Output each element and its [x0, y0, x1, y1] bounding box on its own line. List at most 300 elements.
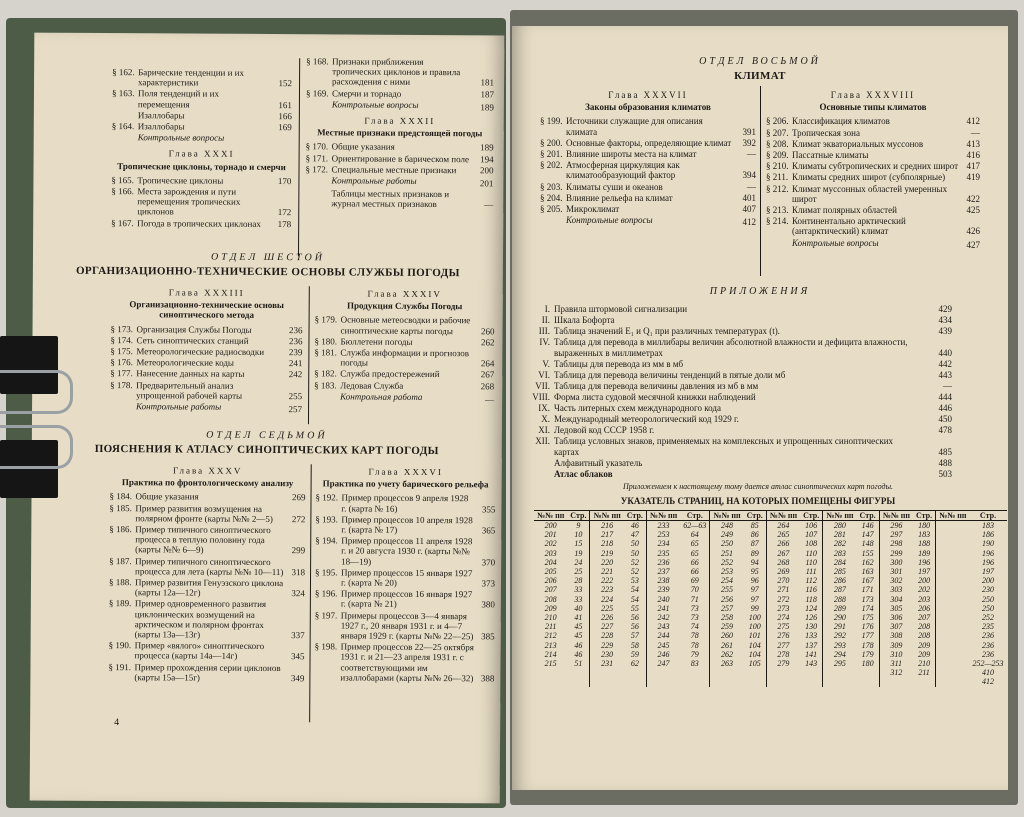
- appendix-page: 450: [938, 414, 952, 424]
- toc-entry[interactable]: [306, 88, 494, 99]
- figure-number: [823, 677, 857, 686]
- entry-page: 152: [278, 78, 293, 89]
- toc-entry[interactable]: [111, 324, 303, 335]
- section-title: Пример «вялого» синоптического процесса (карты 14а—14г): [134, 640, 265, 662]
- section-title: Основные факторы, определяющие климат: [566, 137, 732, 148]
- figure-page: 162: [861, 557, 874, 567]
- figure-number: 281: [823, 530, 857, 539]
- section-title: Специальные местные признаки: [331, 164, 457, 175]
- figure-page: [913, 677, 936, 686]
- figure-number: 241: [646, 604, 680, 613]
- figure-page: 206: [918, 603, 931, 613]
- toc-entry[interactable]: [306, 56, 494, 88]
- section-title: Влияние рельефа на климат: [566, 192, 673, 203]
- figure-page: 86: [750, 530, 759, 540]
- figure-number: 277: [766, 641, 800, 650]
- right-page: [512, 26, 1008, 790]
- figure-page: 196: [982, 548, 994, 558]
- figure-page: 41: [574, 613, 583, 623]
- toc-entry[interactable]: [109, 556, 305, 578]
- figure-page: 33: [574, 585, 583, 595]
- appendix-entry[interactable]: [512, 458, 952, 469]
- toc-entry[interactable]: [315, 610, 495, 642]
- table-row: [534, 567, 1007, 576]
- section-title: Климат экваториальных муссонов: [792, 138, 924, 149]
- figure-number: 200: [544, 521, 557, 530]
- figure-number: 235: [646, 549, 680, 558]
- toc-entry[interactable]: [108, 662, 304, 684]
- figure-page: 54: [630, 594, 639, 604]
- figure-page: 197: [918, 567, 931, 577]
- review-questions-entry: [305, 175, 493, 188]
- figure-number: 261: [710, 641, 744, 650]
- toc-entry[interactable]: [540, 149, 756, 159]
- entry-page: 166: [278, 110, 292, 121]
- section-number: § 167.: [111, 217, 134, 228]
- figure-page: 203: [918, 594, 931, 604]
- toc-entry[interactable]: [305, 164, 493, 175]
- figure-number: 270: [766, 576, 800, 585]
- section-title: Поля тенденций и их перемещения: [137, 88, 219, 110]
- entry-page: 355: [481, 503, 496, 515]
- figure-page: 183: [982, 521, 994, 530]
- toc-entry[interactable]: [109, 640, 305, 662]
- section-title: Пример процессов 16 января 1927 г. (карта № 21): [340, 588, 473, 610]
- figure-number: 244: [646, 631, 680, 640]
- section-number: § 192.: [315, 492, 339, 503]
- figure-page: 188: [918, 539, 931, 549]
- section-title: Климаты субтропических и средних широт: [792, 161, 959, 172]
- appendix-number: II.: [541, 315, 550, 325]
- table-row: [534, 558, 1007, 567]
- toc-entry[interactable]: [315, 567, 495, 589]
- column-header-page: Стр.: [624, 511, 647, 521]
- section-title: Барические тенденции и их характеристики: [138, 67, 245, 88]
- toc-entry[interactable]: [766, 116, 980, 126]
- toc-column: [314, 462, 495, 684]
- figure-number: 222: [590, 576, 624, 585]
- appendix-title: Таблица значений E₁ и Q₁ при различных температурах (t).: [554, 326, 780, 336]
- figure-page: 46: [574, 649, 583, 659]
- toc-entry[interactable]: [306, 142, 494, 153]
- figure-page: [624, 668, 647, 677]
- entry-page: 189: [480, 102, 494, 113]
- appendix-entry[interactable]: [512, 414, 952, 425]
- toc-entry[interactable]: [110, 368, 302, 379]
- figure-number: 213: [544, 640, 557, 650]
- chapter-label: Глава XXXVII: [608, 90, 688, 100]
- toc-entry[interactable]: [315, 493, 495, 515]
- figure-number: 215: [544, 659, 557, 669]
- toc-entry[interactable]: [109, 598, 305, 640]
- appendix-entry[interactable]: [512, 304, 952, 315]
- appendix-entry[interactable]: [512, 326, 952, 337]
- appendix-number: IX.: [538, 403, 550, 413]
- figure-number: 251: [710, 549, 744, 558]
- figure-page: 66: [690, 557, 699, 567]
- figure-page: 155: [861, 548, 874, 558]
- figure-page: 65: [690, 539, 699, 549]
- section-title: Сеть синоптических станций: [136, 335, 249, 346]
- toc-entry[interactable]: [110, 357, 302, 368]
- section-number: § 201.: [540, 149, 563, 160]
- appendix-title: Таблица для перевода величины тенденций в пятые доли мб: [554, 370, 786, 380]
- toc-entry[interactable]: [540, 160, 756, 180]
- figure-page: 180: [918, 521, 931, 530]
- toc-entry[interactable]: [111, 186, 291, 218]
- entry-page: 255: [288, 390, 303, 402]
- column-header-page: Стр.: [969, 511, 1006, 521]
- figure-number: 299: [879, 549, 913, 558]
- figure-page: 202: [918, 585, 931, 595]
- toc-entry[interactable]: [305, 188, 493, 210]
- section-title: Микроклимат: [566, 204, 620, 215]
- appendix-page: 439: [938, 326, 952, 336]
- review-label: Контрольные вопросы: [792, 237, 879, 248]
- entry-page: 242: [288, 369, 303, 380]
- figure-number: [936, 549, 970, 558]
- toc-column: [766, 86, 980, 251]
- figure-page: 94: [750, 557, 759, 567]
- toc-entry[interactable]: [766, 150, 980, 160]
- figure-number: 312: [879, 668, 913, 677]
- toc-entry[interactable]: [766, 184, 980, 204]
- figure-number: 292: [823, 631, 857, 640]
- chapter-label: Глава XXXIV: [367, 288, 442, 300]
- figure-page: 97: [750, 585, 759, 595]
- appendix-page: 488: [938, 458, 952, 468]
- appendix-page: 503: [938, 469, 952, 479]
- entry-page: 427: [966, 239, 980, 250]
- section-number: § 180.: [314, 336, 338, 347]
- section-title: Тропическая зона: [792, 127, 860, 138]
- figure-number: 283: [823, 549, 857, 558]
- section-number: § 182.: [314, 368, 337, 379]
- appendix-number: IV.: [539, 337, 550, 347]
- section-number: § 166.: [111, 186, 134, 197]
- figure-number: 201: [544, 530, 557, 540]
- figure-number: 302: [879, 576, 913, 585]
- appendix-page: 434: [938, 315, 952, 325]
- section-number: § 206.: [766, 116, 789, 127]
- toc-entry[interactable]: [314, 369, 494, 380]
- entry-page: 200: [479, 165, 494, 176]
- figure-page: 148: [861, 539, 874, 549]
- figure-number: 237: [646, 567, 680, 576]
- figure-number: [646, 677, 680, 686]
- figure-number: [936, 622, 970, 631]
- section-number: § 162.: [112, 67, 135, 78]
- section-number: § 205.: [540, 204, 563, 215]
- toc-entry[interactable]: [766, 161, 980, 171]
- figure-page: 79: [690, 649, 699, 659]
- figure-page: 56: [630, 622, 639, 632]
- figure-number: 306: [879, 613, 913, 622]
- figure-number: [936, 604, 970, 613]
- table-row: [534, 530, 1007, 539]
- section-title: Пример типичного синоптического процесса для лета (карты №№ 10—11): [135, 555, 284, 577]
- figure-number: 206: [544, 576, 557, 586]
- section-title: ОРГАНИЗАЦИОННО-ТЕХНИЧЕСКИЕ ОСНОВЫ СЛУЖБЫ ПОГОДЫ: [75, 264, 460, 280]
- entry-page: 394: [742, 170, 756, 181]
- table-row: [534, 576, 1007, 585]
- figure-page: 174: [861, 603, 874, 613]
- figure-page: 45: [574, 631, 583, 641]
- figure-number: 242: [646, 613, 680, 622]
- section-label: ОТДЕЛ ВОСЬМОЙ: [699, 56, 821, 67]
- entry-page: 385: [481, 631, 495, 642]
- entry-page: 239: [288, 347, 303, 358]
- appendix-entry[interactable]: [512, 337, 952, 359]
- section-title: Организация Службы Погоды: [136, 323, 252, 335]
- toc-entry[interactable]: [109, 491, 305, 502]
- entry-page: 407: [742, 204, 756, 215]
- column-header-page: Стр.: [567, 511, 590, 521]
- toc-entry[interactable]: [306, 153, 494, 164]
- figure-number: 205: [544, 567, 557, 577]
- section-number: § 214.: [766, 216, 789, 227]
- appendix-entry[interactable]: [512, 425, 952, 436]
- figure-page: [680, 668, 710, 677]
- entry-page: 201: [479, 178, 494, 189]
- figure-number: 236: [646, 558, 680, 567]
- figure-number: 304: [879, 595, 913, 604]
- section-title: Пример развития возмущения на полярном фронте (карты №№ 2—5): [135, 502, 273, 524]
- toc-entry[interactable]: [109, 577, 305, 599]
- toc-entry[interactable]: [766, 139, 980, 149]
- figure-number: 223: [590, 585, 624, 594]
- appendix-page: 442: [938, 359, 952, 369]
- entry-page: 318: [291, 566, 306, 578]
- figure-page: 47: [630, 530, 639, 540]
- chapter-title: Местные признаки предстоящей погоды: [317, 127, 483, 139]
- toc-entry[interactable]: [111, 175, 291, 186]
- section-title: Классификация климатов: [792, 116, 890, 127]
- appendix-entry[interactable]: [512, 392, 952, 403]
- entry-page: 412: [966, 116, 980, 127]
- toc-entry[interactable]: [540, 204, 756, 214]
- figure-page: 177: [861, 631, 874, 641]
- column-divider: [760, 86, 761, 276]
- appendix-number: [512, 469, 554, 480]
- figure-number: 276: [766, 631, 800, 640]
- toc-entry[interactable]: [315, 589, 495, 611]
- toc-entry[interactable]: [540, 182, 756, 192]
- figure-page: 64: [690, 530, 699, 540]
- figure-number: 274: [766, 613, 800, 622]
- section-number: § 193.: [315, 514, 338, 525]
- figure-page: 52: [630, 567, 639, 577]
- toc-entry[interactable]: [766, 216, 980, 236]
- table-row: [534, 677, 1007, 686]
- table-row: [534, 521, 1007, 531]
- toc-column: [111, 67, 292, 230]
- review-questions-entry: [314, 391, 494, 404]
- figure-page: 209: [918, 640, 931, 650]
- section-number: § 212.: [766, 183, 789, 194]
- entry-page: 299: [291, 545, 306, 556]
- entry-page: 268: [480, 380, 495, 392]
- figure-number: 278: [766, 650, 800, 659]
- toc-entry[interactable]: [315, 536, 495, 568]
- figure-number: [710, 677, 744, 686]
- figure-number: 245: [646, 641, 680, 650]
- toc-entry[interactable]: [112, 88, 292, 110]
- appendix-number: VII.: [535, 381, 550, 391]
- figure-page: 118: [805, 594, 817, 604]
- figure-number: 273: [766, 604, 800, 613]
- section-number: § 204.: [540, 192, 563, 203]
- entry-page: 413: [966, 138, 980, 149]
- figure-number: 293: [823, 641, 857, 650]
- toc-entry[interactable]: [314, 347, 494, 369]
- toc-entry[interactable]: [314, 336, 494, 347]
- figure-number: [936, 558, 970, 567]
- section-title: Пример типичного синоптического процесса в теплую половину года (карты №№ 6—9): [135, 524, 271, 556]
- figure-page: 62: [630, 659, 639, 669]
- figure-page: 110: [805, 548, 817, 558]
- section-title: Общие указания: [331, 141, 395, 153]
- section-number: § 168.: [306, 56, 329, 67]
- toc-entry[interactable]: [540, 193, 756, 203]
- toc-entry[interactable]: [110, 335, 302, 346]
- entry-page: 272: [291, 513, 306, 525]
- figure-number: [936, 641, 970, 650]
- appendix-number: III.: [538, 326, 550, 336]
- section-title: Основные метеосводки и рабочие синоптические карты погоды: [340, 314, 471, 336]
- toc-entry[interactable]: [110, 346, 302, 357]
- figure-number: 220: [590, 558, 624, 567]
- column-header-number: №№ пп: [823, 511, 857, 521]
- figure-number: [936, 677, 970, 686]
- appendix-note: Приложением к настоящему тому дается атлас синоптических карт погоды.: [622, 482, 894, 491]
- section-title: Бюллетени погоды: [340, 336, 413, 347]
- chapter-title: Законы образования климатов: [585, 102, 711, 113]
- appendix-entry[interactable]: [512, 381, 952, 392]
- appendix-title: Международный метеорологический код 1929 г.: [554, 414, 739, 424]
- figure-number: 240: [646, 595, 680, 604]
- appendix-number: XI.: [538, 425, 550, 435]
- figure-page: 87: [750, 539, 759, 549]
- table-row: [534, 539, 1007, 548]
- section-title: Примеры процессов 3—4 января 1927 г., 20 января 1931 г. и 4—7 января 1929 г. (карты №№ 22—25): [340, 610, 474, 642]
- toc-entry[interactable]: [540, 138, 756, 148]
- figure-page: 50: [630, 548, 639, 558]
- figure-page: 112: [805, 576, 817, 586]
- figure-number: 224: [590, 595, 624, 604]
- appendix-entry[interactable]: [512, 359, 952, 370]
- toc-column: [314, 284, 495, 405]
- appendix-number: VI.: [538, 370, 550, 380]
- figure-page: 410: [982, 668, 994, 678]
- figure-number: 272: [766, 595, 800, 604]
- chapter-title: Основные типы климатов: [819, 102, 927, 113]
- figure-number: 285: [823, 567, 857, 576]
- figure-page: 106: [805, 521, 818, 530]
- toc-entry[interactable]: [766, 205, 980, 215]
- figure-page: 45: [574, 622, 583, 632]
- toc-entry[interactable]: [110, 380, 302, 402]
- toc-entry[interactable]: [766, 172, 980, 182]
- appendix-entry[interactable]: [512, 403, 952, 414]
- toc-entry[interactable]: [111, 218, 291, 229]
- figure-number: 218: [590, 539, 624, 548]
- appendix-entry[interactable]: [512, 370, 952, 381]
- appendix-entry[interactable]: [512, 436, 952, 458]
- figure-number: 228: [590, 631, 624, 640]
- toc-entry[interactable]: [766, 128, 980, 138]
- figure-number: 210: [544, 613, 557, 623]
- figure-page: 236: [982, 649, 994, 659]
- appendix-title: Ледовой код СССР 1958 г.: [554, 425, 655, 435]
- figure-number: 258: [710, 613, 744, 622]
- figure-number: 260: [710, 631, 744, 640]
- section-number: § 185.: [109, 502, 132, 513]
- figure-number: 291: [823, 622, 857, 631]
- figure-number: 290: [823, 613, 857, 622]
- figure-page: 55: [630, 603, 639, 613]
- figure-page: 236: [982, 631, 994, 641]
- appendix-entry[interactable]: [512, 469, 952, 480]
- figure-page: 105: [748, 659, 761, 669]
- section-number: § 211.: [766, 172, 789, 183]
- toc-entry[interactable]: [112, 110, 292, 121]
- entry-page: 324: [291, 588, 305, 599]
- figure-number: 239: [646, 585, 680, 594]
- figure-page: 230: [982, 585, 994, 595]
- toc-entry[interactable]: [315, 514, 495, 536]
- entry-page: 187: [480, 88, 495, 99]
- toc-entry[interactable]: [112, 67, 292, 89]
- figure-number: 284: [823, 558, 857, 567]
- figure-page: 190: [982, 539, 994, 549]
- appendix-number: VIII.: [532, 392, 550, 402]
- figure-page: 210: [918, 659, 931, 669]
- figure-number: 288: [823, 595, 857, 604]
- toc-entry[interactable]: [540, 116, 756, 136]
- toc-entry[interactable]: [109, 524, 305, 556]
- entry-page: 257: [288, 404, 303, 415]
- figure-number: 305: [879, 604, 913, 613]
- figure-number: 303: [879, 585, 913, 594]
- entry-page: 169: [278, 122, 292, 133]
- figure-number: [534, 677, 567, 686]
- section-title: Таблицы местных признаков и журнал местных признаков: [331, 188, 450, 210]
- figure-page: 126: [805, 613, 818, 623]
- review-label: Контрольные вопросы: [137, 132, 225, 143]
- toc-entry[interactable]: [314, 642, 494, 684]
- appendix-entry[interactable]: [512, 315, 952, 326]
- figure-page: 183: [918, 530, 931, 540]
- figure-page: 211: [918, 668, 930, 678]
- section-title: Пассатные климаты: [792, 150, 869, 161]
- figure-page: 101: [748, 631, 761, 641]
- figure-page: 52: [630, 557, 639, 567]
- toc-entry[interactable]: [315, 315, 495, 337]
- figure-page: 89: [750, 548, 759, 558]
- figure-page: 235: [982, 622, 994, 632]
- section-number: § 175.: [110, 346, 133, 357]
- figure-page: 54: [630, 585, 639, 595]
- toc-entry[interactable]: [109, 503, 305, 525]
- section-title: Изаллобары: [137, 110, 185, 121]
- figure-number: 253: [710, 567, 744, 576]
- section-title: Климат полярных областей: [792, 205, 897, 216]
- section-number: § 173.: [110, 323, 134, 334]
- toc-entry[interactable]: [112, 121, 292, 132]
- toc-entry[interactable]: [314, 380, 494, 391]
- figure-number: 216: [590, 521, 624, 531]
